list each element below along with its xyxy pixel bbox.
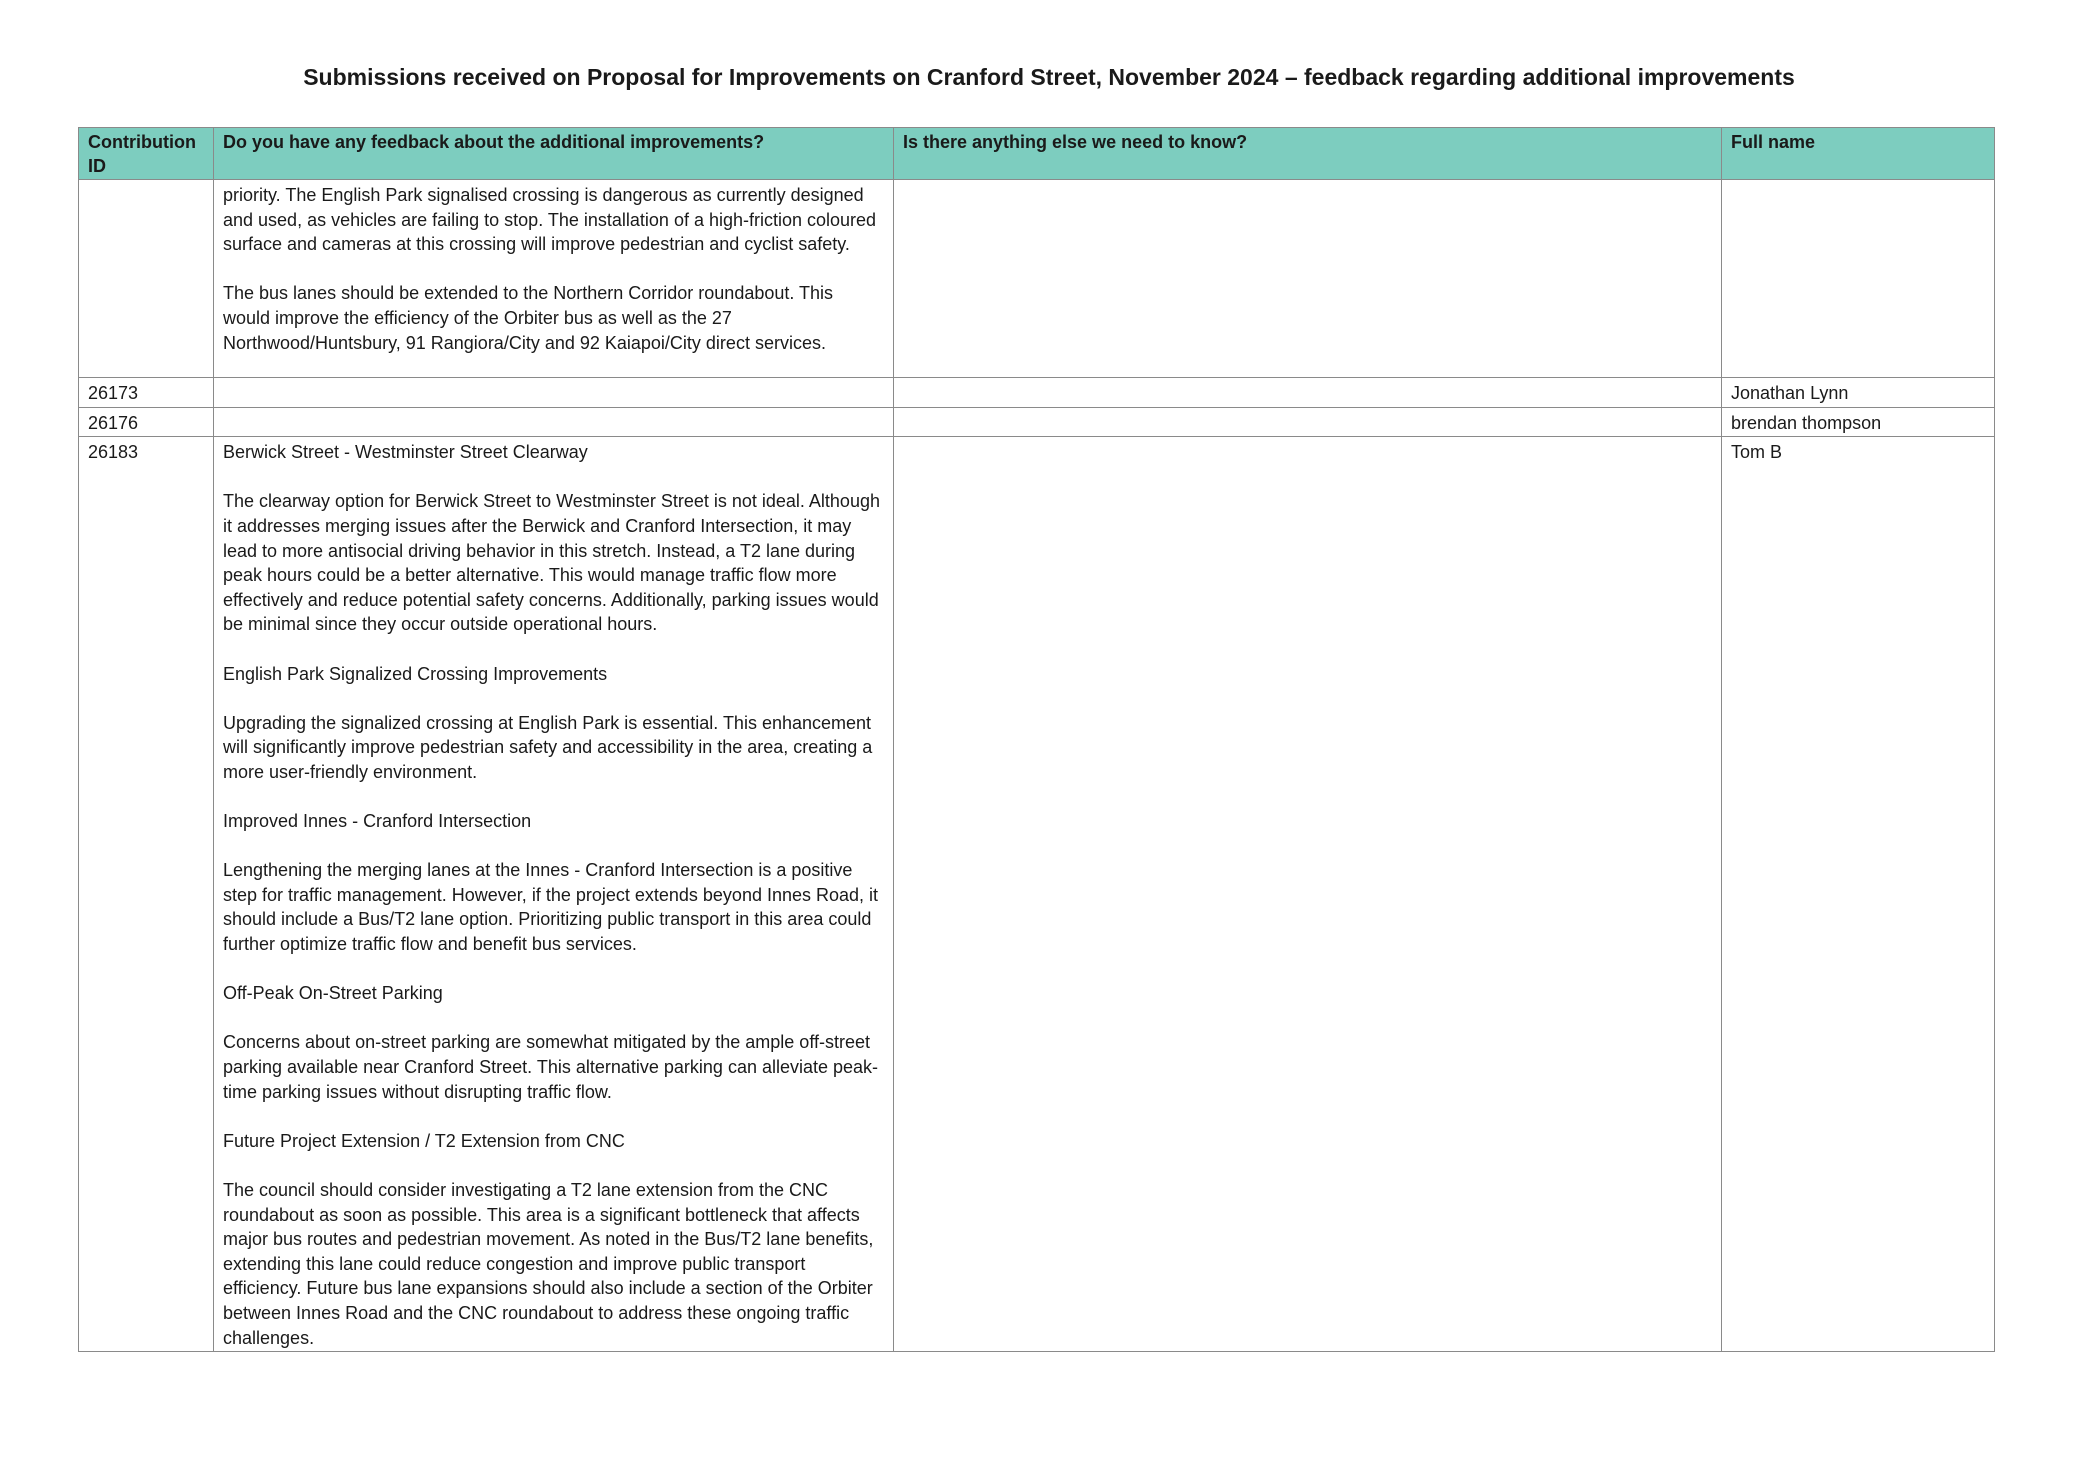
full-name-cell: brendan thompson bbox=[1722, 407, 1995, 437]
feedback-paragraph: English Park Signalized Crossing Improvements bbox=[223, 663, 608, 684]
full-name-cell bbox=[1722, 180, 1995, 378]
submissions-table bbox=[78, 127, 1995, 1352]
feedback-cell bbox=[214, 437, 894, 1352]
feedback-paragraph: Off-Peak On-Street Parking bbox=[223, 983, 443, 1004]
feedback-paragraph: Upgrading the signalized crossing at English Park is essential. This enhancement will significantly improve pedestrian safety and accessibility in the area, creating a more user-friendly environment. bbox=[223, 712, 873, 782]
anything-else-cell bbox=[894, 407, 1722, 437]
contribution-id-cell bbox=[79, 180, 214, 378]
header-contribution-id: Contribution ID bbox=[79, 128, 214, 180]
feedback-paragraph: Future Project Extension / T2 Extension from CNC bbox=[223, 1130, 625, 1151]
contribution-id-cell: 26173 bbox=[79, 378, 214, 408]
table-header bbox=[79, 128, 1995, 180]
feedback-paragraph: Improved Innes - Cranford Intersection bbox=[223, 811, 532, 832]
header-anything-else: Is there anything else we need to know? bbox=[894, 128, 1722, 180]
feedback-paragraph: The clearway option for Berwick Street to Westminster Street is not ideal. Although it addresses merging issues after the Berwick and Cranford Intersection, it may lead to more antisocial driving behavior in this stretch. Instead, a T2 lane during peak hours could be a better alternative. This would manage traffic flow more effectively and reduce potential safety concerns. Additionally, parking issues would be minimal since they occur outside operational hours. bbox=[223, 491, 880, 635]
feedback-paragraph: The bus lanes should be extended to the Northern Corridor roundabout. This would improve the efficiency of the Orbiter bus as well as the 27 Northwood/Huntsbury, 91 Rangiora/City and 92 Kaiapoi/City direct services. bbox=[223, 283, 834, 353]
anything-else-cell bbox=[894, 437, 1722, 1352]
anything-else-cell bbox=[894, 378, 1722, 408]
table-row bbox=[79, 437, 1995, 1352]
page-title: Submissions received on Proposal for Improvements on Cranford Street, November 2024 – feedback regarding additional improvements bbox=[303, 64, 1795, 90]
feedback-cell bbox=[214, 407, 894, 437]
full-name-cell: Jonathan Lynn bbox=[1722, 378, 1995, 408]
full-name-cell: Tom B bbox=[1722, 437, 1995, 1352]
feedback-cell bbox=[214, 378, 894, 408]
header-row bbox=[79, 128, 1995, 180]
feedback-paragraph: priority. The English Park signalised crossing is dangerous as currently designed and used, as vehicles are failing to stop. The installation of a high-friction coloured surface and cameras at this crossing will improve pedestrian and cyclist safety. bbox=[223, 185, 877, 255]
header-feedback: Do you have any feedback about the additional improvements? bbox=[214, 128, 894, 180]
table-row bbox=[79, 378, 1995, 408]
table-row bbox=[79, 180, 1995, 378]
feedback-paragraph: Concerns about on-street parking are somewhat mitigated by the ample off-street parking available near Cranford Street. This alternative parking can alleviate peak-time parking issues without disrupting traffic flow. bbox=[223, 1032, 879, 1102]
table-body bbox=[79, 180, 1995, 1352]
header-full-name: Full name bbox=[1722, 128, 1995, 180]
feedback-paragraph: The council should consider investigating a T2 lane extension from the CNC roundabout as soon as possible. This area is a significant bottleneck that affects major bus routes and pedestrian movement. As noted in the Bus/T2 lane benefits, extending this lane could reduce congestion and improve public transport efficiency. Future bus lane expansions should also include a section of the Orbiter between Innes Road and the CNC roundabout to address these ongoing traffic challenges. bbox=[223, 1180, 874, 1348]
contribution-id-cell: 26176 bbox=[79, 407, 214, 437]
feedback-paragraph: Lengthening the merging lanes at the Innes - Cranford Intersection is a positive step for traffic management. However, if the project extends beyond Innes Road, it should include a Bus/T2 lane option. Prioritizing public transport in this area could further optimize traffic flow and benefit bus services. bbox=[223, 860, 879, 955]
anything-else-cell bbox=[894, 180, 1722, 378]
table-row bbox=[79, 407, 1995, 437]
contribution-id-cell: 26183 bbox=[79, 437, 214, 1352]
feedback-paragraph: Berwick Street - Westminster Street Clearway bbox=[223, 442, 588, 463]
feedback-cell bbox=[214, 180, 894, 378]
